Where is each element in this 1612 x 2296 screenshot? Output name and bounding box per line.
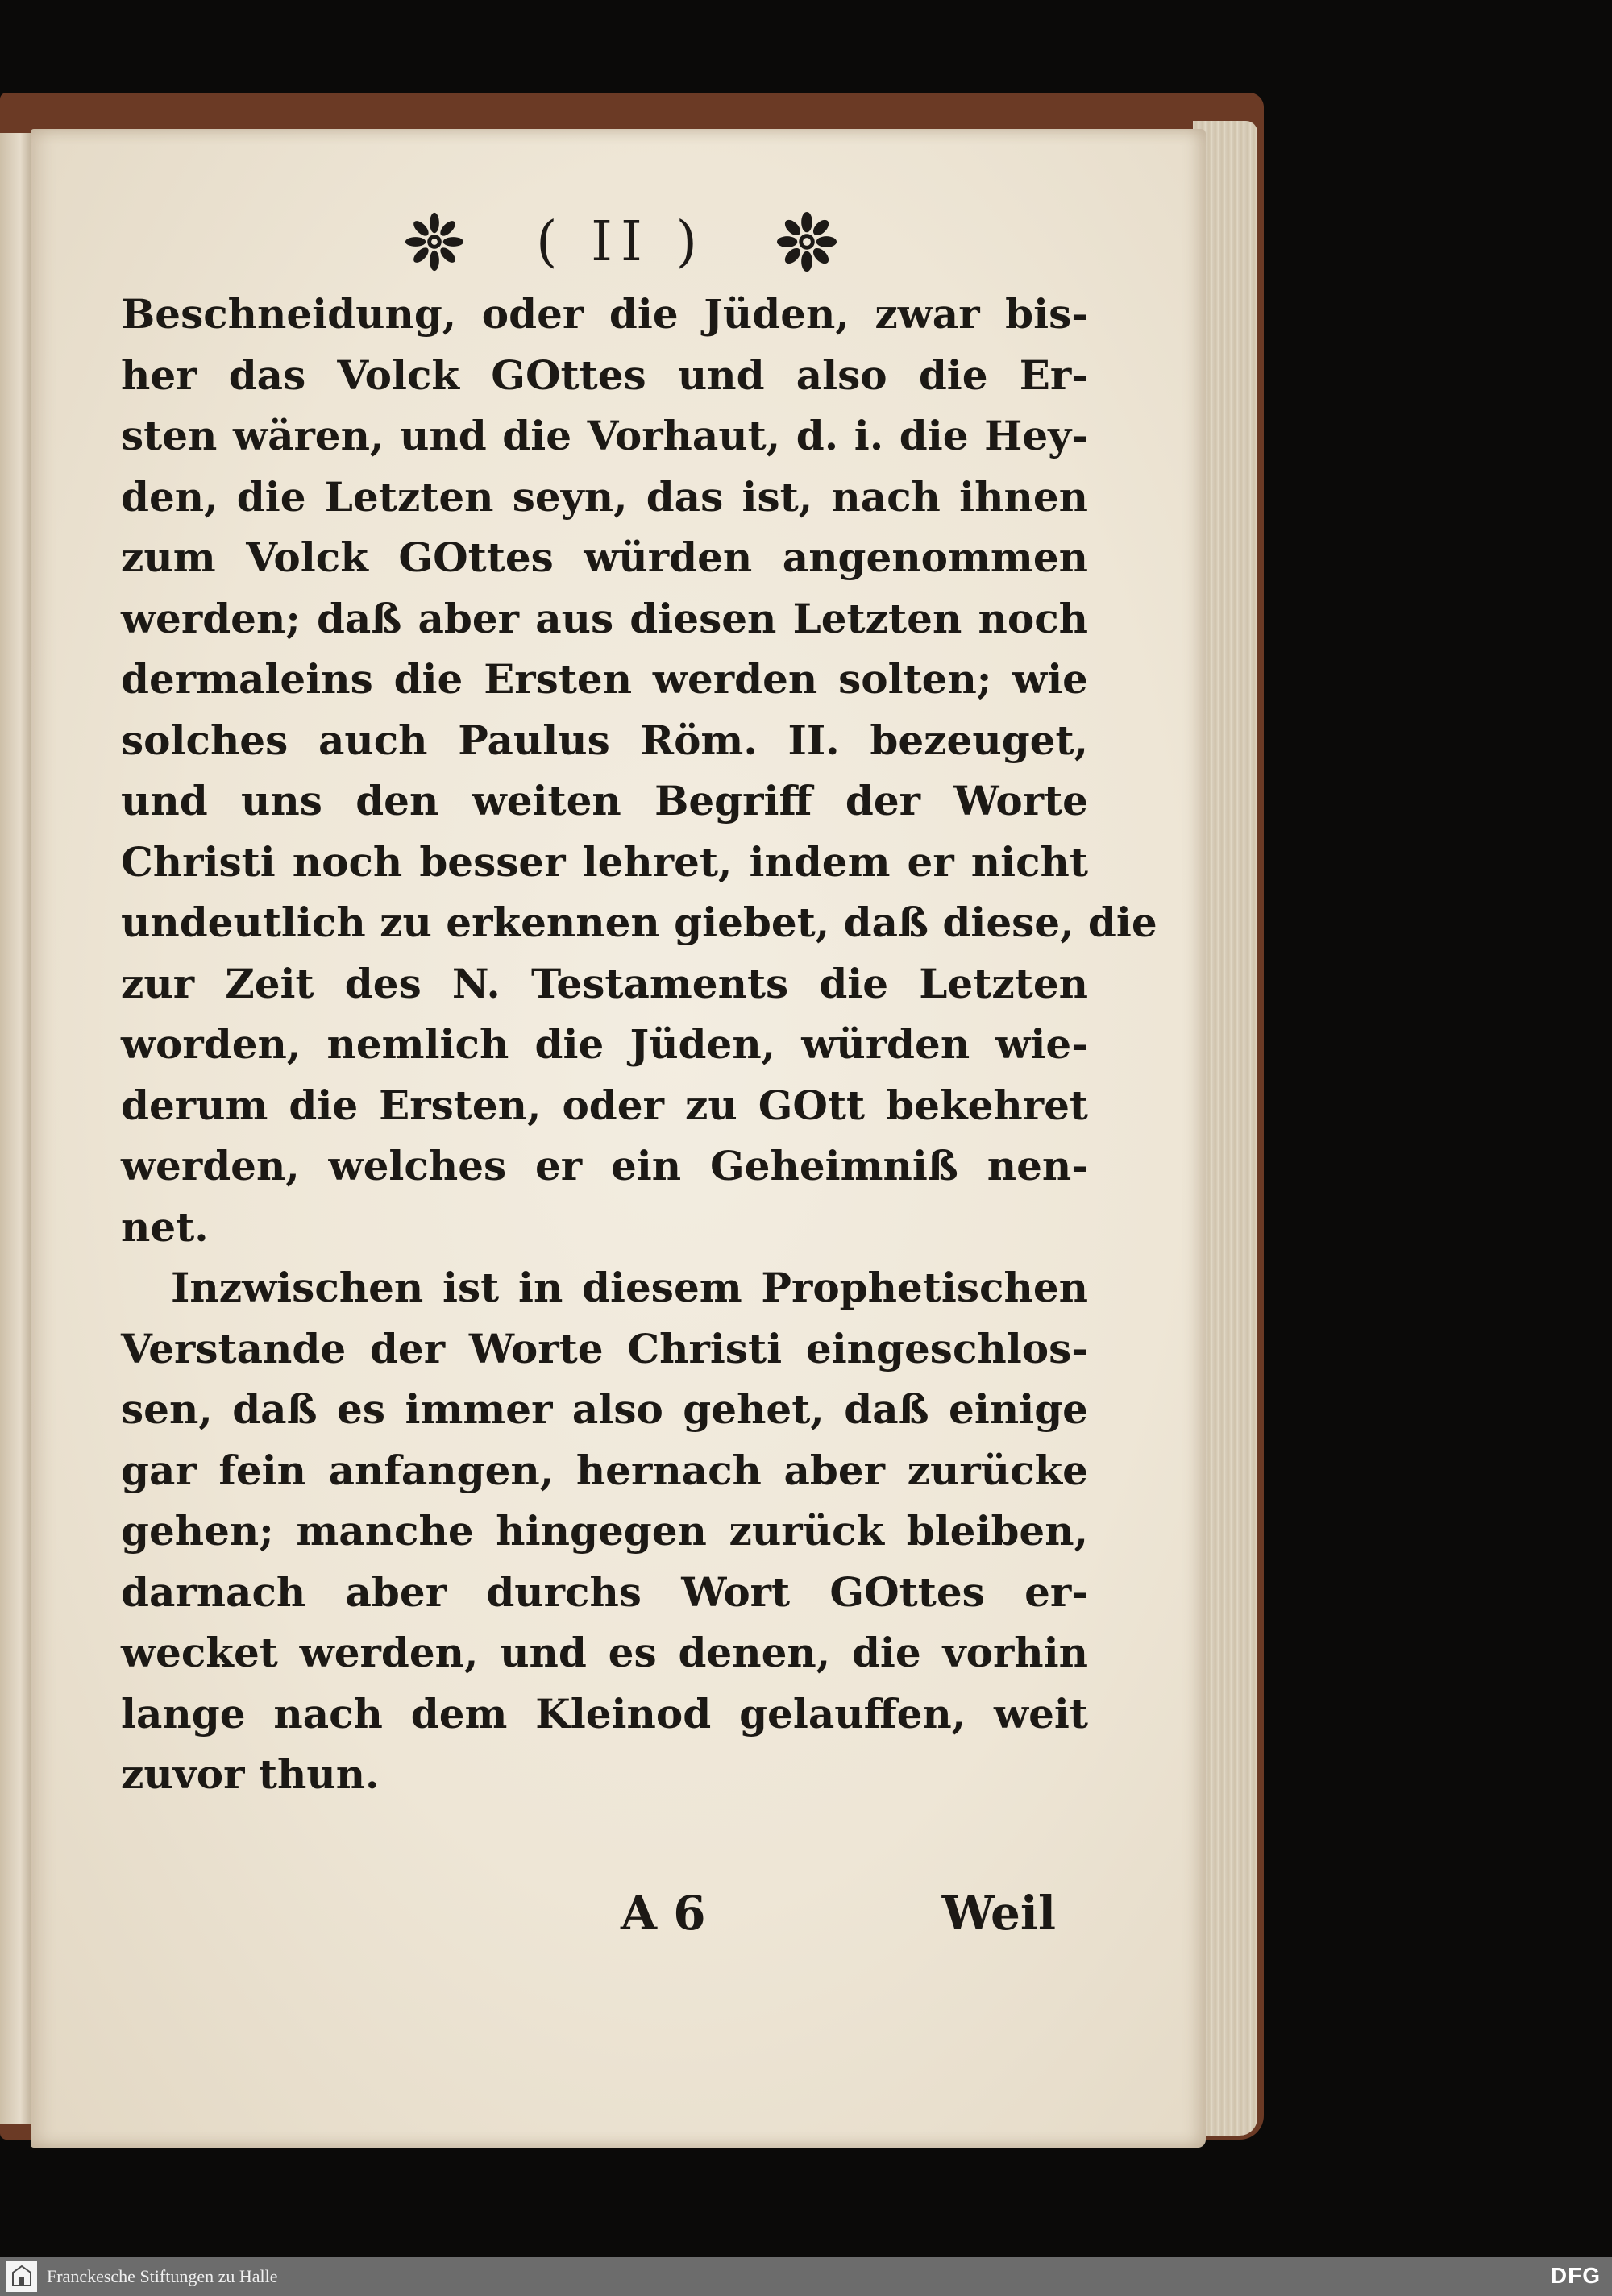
text-line: gar fein anfangen, hernach aber zurücke <box>121 1446 1088 1494</box>
text-line: Beschneidung, oder die Jüden, zwar bis- <box>121 290 1088 338</box>
text-line: den, die Letzten seyn, das ist, nach ihnen <box>121 472 1088 521</box>
catchword: Weil <box>941 1886 1056 1941</box>
text-line: undeutlich zu erkennen giebet, daß diese, die <box>121 899 1157 946</box>
page-header <box>403 206 838 278</box>
body-text <box>121 284 1157 1805</box>
text-line: werden, welches er ein Geheimniß nen- <box>121 1142 1088 1190</box>
viewer-bottom-bar <box>0 2257 1612 2296</box>
text-line: sen, daß es immer also gehet, daß einige <box>121 1385 1088 1433</box>
text-line: dermaleins die Ersten werden solten; wie <box>121 655 1088 703</box>
text-line: sten wären, und die Vorhaut, d. i. die Hey- <box>121 412 1088 459</box>
institution-logo-icon <box>6 2261 37 2292</box>
dfg-mark: DFG <box>1550 2263 1601 2288</box>
text-line: zum Volck GOttes würden angenommen <box>121 534 1088 581</box>
text-line: her das Volck GOttes und also die Er- <box>121 351 1088 399</box>
text-line: derum die Ersten, oder zu GOtt bekehret <box>121 1081 1088 1129</box>
signature-mark: A 6 <box>621 1886 706 1941</box>
facing-page-edge <box>0 133 34 2124</box>
text-line: worden, nemlich die Jüden, würden wie- <box>121 1020 1088 1068</box>
rosette-ornament-left-icon <box>403 210 466 273</box>
text-line: lange nach dem Kleinod gelauffen, weit <box>121 1689 1088 1738</box>
text-line: und uns den weiten Begriff der Worte <box>121 777 1088 824</box>
text-line: Inzwischen ist in diesem Prophetischen <box>171 1264 1088 1311</box>
text-line: darnach aber durchs Wort GOttes er- <box>121 1567 1088 1616</box>
rosette-ornament-right-icon <box>775 210 838 273</box>
page-number: ( II ) <box>535 210 705 274</box>
institution-name: Franckesche Stiftungen zu Halle <box>47 2266 278 2286</box>
text-line: Verstande der Worte Christi eingeschlos- <box>121 1324 1088 1372</box>
text-line: werden; daß aber aus diesen Letzten noch <box>121 594 1088 642</box>
text-line: zuvor thun. <box>121 1750 380 1798</box>
text-line: solches auch Paulus Röm. II. bezeuget, <box>121 716 1088 764</box>
text-line: gehen; manche hingegen zurück bleiben, <box>121 1507 1088 1555</box>
text-line: net. <box>121 1202 209 1251</box>
text-line: wecket werden, und es denen, die vorhin <box>121 1629 1088 1676</box>
text-line: Christi noch besser lehret, indem er nicht <box>121 837 1088 886</box>
text-line: zur Zeit des N. Testaments die Letzten <box>121 959 1088 1007</box>
page-footer <box>621 1886 1056 1950</box>
